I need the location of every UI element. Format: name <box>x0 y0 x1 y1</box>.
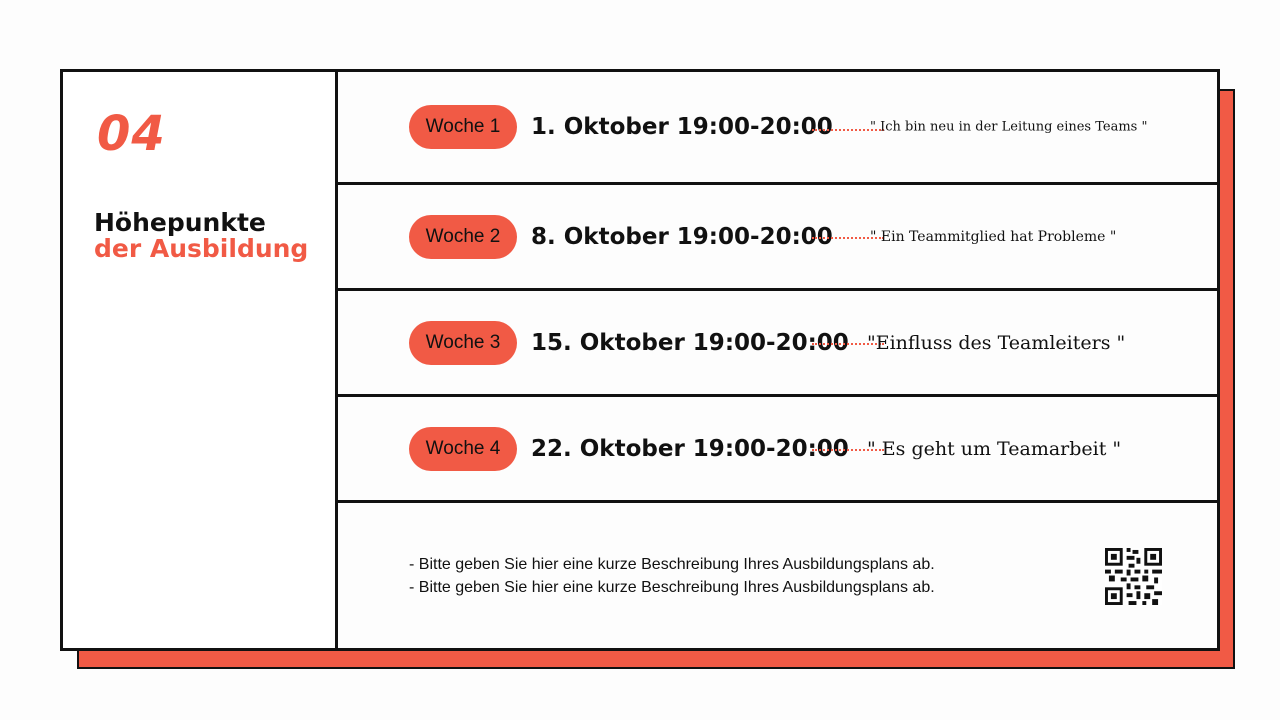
section-title <box>94 210 308 262</box>
week-topic-3: "Einfluss des Teamleiters " <box>867 331 1126 354</box>
section-title-line2: der Ausbildung <box>94 234 309 263</box>
week-date-4: 22. Oktober 19:00-20:00 <box>531 435 849 462</box>
week-row-4 <box>338 397 1217 503</box>
description-line-2: - Bitte geben Sie hier eine kurze Beschreibung Ihres Ausbildungsplans ab. <box>409 579 935 596</box>
week-row-1 <box>338 72 1217 185</box>
week-badge-3[interactable]: Woche 3 <box>409 321 517 365</box>
week-date-1: 1. Oktober 19:00-20:00 <box>531 114 833 140</box>
left-panel <box>63 72 338 648</box>
week-row-3 <box>338 291 1217 397</box>
description-row <box>338 503 1217 648</box>
description-list <box>409 553 935 599</box>
week-topic-2: " Ein Teammitglied hat Probleme " <box>870 228 1117 245</box>
week-badge-4[interactable]: Woche 4 <box>409 427 517 471</box>
week-row-2 <box>338 185 1217 291</box>
week-badge-2[interactable]: Woche 2 <box>409 215 517 259</box>
week-topic-1: " Ich bin neu in der Leitung eines Teams " <box>870 119 1148 135</box>
section-number: 04 <box>97 106 166 162</box>
qr-code-icon[interactable] <box>1105 548 1162 605</box>
description-line-1: - Bitte geben Sie hier eine kurze Beschreibung Ihres Ausbildungsplans ab. <box>409 556 935 573</box>
week-badge-1[interactable]: Woche 1 <box>409 105 517 149</box>
week-date-3: 15. Oktober 19:00-20:00 <box>531 329 849 356</box>
section-title-line1: Höhepunkte <box>94 208 266 237</box>
week-date-2: 8. Oktober 19:00-20:00 <box>531 223 833 250</box>
schedule-panel <box>338 72 1217 648</box>
week-topic-4: " Es geht um Teamarbeit " <box>867 437 1122 460</box>
schedule-card <box>60 69 1220 651</box>
